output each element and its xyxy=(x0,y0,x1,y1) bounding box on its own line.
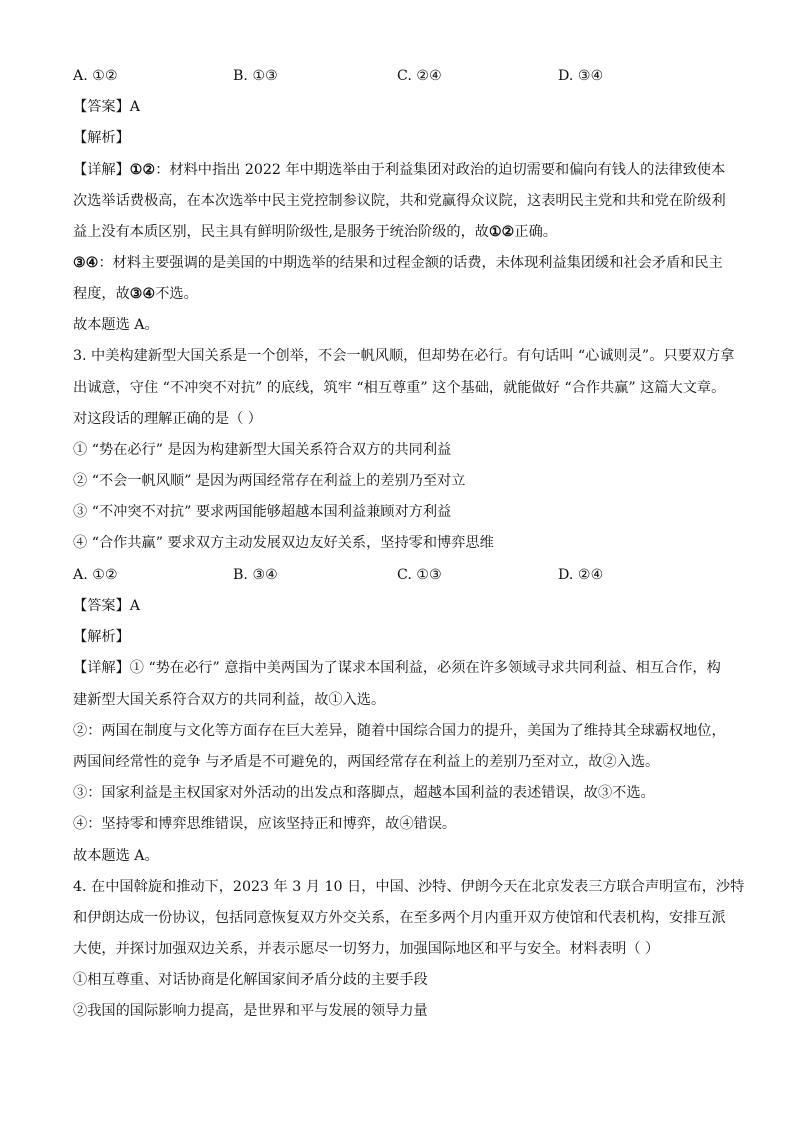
detail-text: ：材料主要强调的是美国的中期选举的结果和过程金额的话费，未体现利益集团缓和社会矛盾和民主 xyxy=(98,255,723,271)
q3-item-2: ② “不会一帆风顺” 是因为两国经常存在利益上的差别乃至对立 xyxy=(73,473,466,489)
answer-value: A xyxy=(129,99,141,115)
detail-text: 不选。 xyxy=(155,286,198,302)
q3-item-1: ① “势在必行” 是因为构建新型大国关系符合双方的共同利益 xyxy=(73,442,452,458)
q3-option-a: A. ①② xyxy=(73,567,118,583)
q2-option-b: B. ①③ xyxy=(233,68,278,84)
detail-marks: ③④ xyxy=(73,255,99,271)
q3-stem-line-2: 出诚意，守住 “不冲突不对抗” 的底线，筑牢 “相互尊重” 这个基础，就能做好 “合作共赢” 这篇大文章。 xyxy=(73,380,726,396)
q3-detail-line-6: ④：坚持零和博弈思维错误，应该坚持正和博弈，故④错误。 xyxy=(73,816,457,832)
detail-text: ① “势在必行” 意指中美两国为了谋求本国利益，必须在许多领域寻求共同利益、相互合作，构 xyxy=(129,660,721,676)
q3-item-3: ③ “不冲突不对抗” 要求两国能够超越本国利益兼顾对方利益 xyxy=(73,504,452,520)
detail-text: 益上没有本质区别，民主具有鲜明阶级性,是服务于统治阶级的，故 xyxy=(73,224,489,240)
q2-option-a: A. ①② xyxy=(73,68,118,84)
detail-label: 【详解】 xyxy=(73,162,130,178)
q3-item-4: ④ “合作共赢” 要求双方主动发展双边友好关系，坚持零和博弈思维 xyxy=(73,535,494,551)
q4-item-2: ②我国的国际影响力提高，是世界和平与发展的领导力量 xyxy=(73,1003,428,1019)
q2-detail-line-2: 次选举话费极高，在本次选举中民主党控制参议院，共和党赢得众议院，这表明民主党和共和党在阶级利 xyxy=(73,193,726,209)
q3-analysis-label: 【解析】 xyxy=(73,629,130,645)
q2-detail-line-3 xyxy=(73,222,557,242)
q3-detail-line-4: 两国间经常性的竞争 与矛盾是不可避免的，两国经常存在利益上的差别乃至对立，故②入选。 xyxy=(73,754,660,770)
q3-stem-line-3: 对这段话的理解正确的是（ ） xyxy=(73,411,262,427)
answer-value: A xyxy=(129,598,141,614)
q3-detail-line-5: ③：国家利益是主权国家对外活动的出发点和落脚点，超越本国利益的表述错误，故③不选。 xyxy=(73,785,655,801)
q3-detail-line-3: ②：两国在制度与文化等方面存在巨大差异，随着中国综合国力的提升，美国为了维持其全球霸权地位， xyxy=(73,723,726,739)
detail-text: 正确。 xyxy=(514,224,557,240)
detail-label: 【详解】 xyxy=(73,660,130,676)
detail-marks: ①② xyxy=(488,224,515,240)
q2-detail-line-4 xyxy=(73,253,723,273)
q4-stem-line-2: 和伊朗达成一份协议，包括同意恢复双方外交关系，在至多两个月内重开双方使馆和代表机构，安排互派 xyxy=(73,910,726,926)
q4-item-1: ①相互尊重、对话协商是化解国家间矛盾分歧的主要手段 xyxy=(73,972,428,988)
q2-option-d: D. ③④ xyxy=(558,68,604,84)
q3-option-b: B. ③④ xyxy=(233,567,278,583)
q2-answer xyxy=(73,97,140,117)
q3-detail-line-2: 建新型大国关系符合双方的共同利益，故①入选。 xyxy=(73,692,386,708)
q3-conclusion: 故本题选 A。 xyxy=(73,848,159,864)
detail-text: 程度，故 xyxy=(73,286,130,302)
detail-text: ：材料中指出 2022 年中期选举由于利益集团对政治的迫切需要和偏向有钱人的法律致使本 xyxy=(155,162,726,178)
q2-option-c: C. ②④ xyxy=(397,68,442,84)
answer-label: 【答案】 xyxy=(73,99,130,115)
q2-detail-line-1 xyxy=(73,160,725,180)
q2-detail-line-5 xyxy=(73,284,198,304)
q4-stem-line-3: 大使，并探讨加强双边关系，并表示愿尽一切努力，加强国际地区和平与安全。材料表明（ ） xyxy=(73,941,660,957)
answer-label: 【答案】 xyxy=(73,598,130,614)
detail-marks: ①② xyxy=(129,162,156,178)
q3-stem-line-1: 3. 中美构建新型大国关系是一个创举，不会一帆风顺，但却势在必行。有句话叫 “心诚则灵”。只要双方拿 xyxy=(73,348,735,364)
q4-stem-line-1: 4. 在中国斡旋和推动下，2023 年 3 月 10 日，中国、沙特、伊朗今天在北京发表三方联合声明宣布，沙特 xyxy=(73,879,745,895)
detail-marks: ③④ xyxy=(129,286,156,302)
q2-conclusion: 故本题选 A。 xyxy=(73,317,159,333)
q3-detail-line-1 xyxy=(73,658,721,678)
q3-option-d: D. ②④ xyxy=(558,567,604,583)
q3-option-c: C. ①③ xyxy=(397,567,442,583)
q2-analysis-label: 【解析】 xyxy=(73,130,130,146)
q3-answer xyxy=(73,596,140,616)
